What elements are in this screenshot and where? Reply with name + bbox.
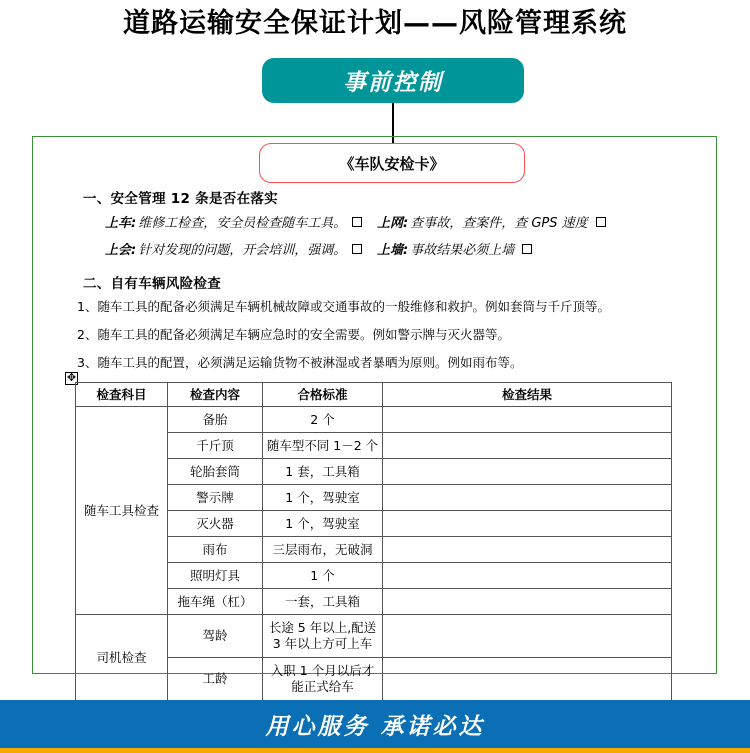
section-2-item-3: 3、随车工具的配置，必须满足运输货物不被淋湿或者暴晒为原则。例如雨布等。 [77,355,523,370]
check-item-shangwang [377,212,606,231]
checkbox-shanghui[interactable] [352,244,362,254]
table-cell-standard: 1 个 [263,563,383,589]
footer-banner [0,700,750,748]
stage-pill-pre-control [262,58,524,103]
table-cell-result[interactable] [383,537,672,563]
table-cell-standard: 随车型不同 1－2 个 [263,433,383,459]
table-cell-result[interactable] [383,658,672,701]
check-item-shangche-key: 上车: [105,216,137,231]
table-header-subject: 检查科目 [76,383,168,407]
check-row-2 [105,239,704,258]
table-cell-result[interactable] [383,511,672,537]
check-item-shangche-text: 维修工检查，安全员检查随车工具。 [138,216,347,231]
table-cell-standard: 一套，工具箱 [263,589,383,615]
table-cell-subject-tools: 随车工具检查 [76,407,168,615]
table-cell-content: 轮胎套筒 [168,459,263,485]
checkbox-shangwang[interactable] [596,217,606,227]
section-2-item-2: 2、随车工具的配备必须满足车辆应急时的安全需要。例如警示牌与灭火器等。 [77,327,510,342]
table-cell-content: 警示牌 [168,485,263,511]
check-item-shangqiang-text: 事故结果必须上墙 [410,243,515,258]
table-cell-result[interactable] [383,589,672,615]
fleet-safety-card-box [259,143,525,183]
table-cell-standard: 2 个 [263,407,383,433]
check-item-shanghui-text: 针对发现的问题，开会培训，强调。 [138,243,347,258]
check-item-shangwang-key: 上网: [377,216,409,231]
table-cell-content: 照明灯具 [168,563,263,589]
check-item-shangwang-text: 查事故，查案件，查 GPS 速度 [410,216,588,231]
table-row [76,615,672,658]
page-title: 道路运输安全保证计划——风险管理系统 [123,8,627,39]
footer-slogan: 用心服务 承诺必达 [265,713,485,740]
section-1-heading: 一、安全管理 12 条是否在落实 [83,191,278,207]
footer-stripe [0,748,750,753]
section-2-heading: 二、自有车辆风险检查 [83,276,221,292]
table-cell-result[interactable] [383,563,672,589]
table-header-row [76,383,672,407]
table-cell-result[interactable] [383,485,672,511]
section-2-item-1: 1、随车工具的配备必须满足车辆机械故障或交通事故的一般维修和救护。例如套筒与千斤顶等。 [77,299,610,314]
checkbox-shangqiang[interactable] [522,244,532,254]
table-header-content: 检查内容 [168,383,263,407]
table-row [76,407,672,433]
check-item-shanghui [105,239,377,258]
table-cell-content: 工龄 [168,658,263,701]
table-cell-result[interactable] [383,615,672,658]
table-cell-standard: 长途 5 年以上,配送 3 年以上方可上车 [263,615,383,658]
table-cell-standard: 1 个，驾驶室 [263,485,383,511]
stage-pill-label: 事前控制 [343,70,443,97]
checkbox-shangche[interactable] [352,217,362,227]
table-cell-result[interactable] [383,407,672,433]
table-cell-standard: 1 个，驾驶室 [263,511,383,537]
table-header-result: 检查结果 [383,383,672,407]
table-cell-content: 拖车绳（杠） [168,589,263,615]
table-cell-content: 驾龄 [168,615,263,658]
inspection-table-wrap [75,382,671,701]
check-item-shangqiang-key: 上墙: [377,243,409,258]
check-item-shanghui-key: 上会: [105,243,137,258]
table-cell-result[interactable] [383,459,672,485]
check-row-1 [105,212,704,231]
check-item-shangche [105,212,377,231]
table-cell-content: 灭火器 [168,511,263,537]
table-cell-standard: 三层雨布，无破洞 [263,537,383,563]
document-body [33,187,718,381]
table-cell-standard: 1 套，工具箱 [263,459,383,485]
table-cell-content: 千斤顶 [168,433,263,459]
table-cell-content: 雨布 [168,537,263,563]
document-frame [32,136,717,694]
fleet-safety-card-label: 《车队安检卡》 [339,154,445,173]
table-cell-content: 备胎 [168,407,263,433]
check-item-shangqiang [377,239,532,258]
table-header-standard: 合格标准 [263,383,383,407]
stage-section [0,39,750,125]
table-cell-subject-driver: 司机检查 [76,615,168,701]
inspection-table [75,382,672,701]
table-cell-result[interactable] [383,433,672,459]
table-cell-standard: 入职 1 个月以后才能正式给车 [263,658,383,701]
table-move-handle-icon[interactable]: ✥ [66,372,77,384]
